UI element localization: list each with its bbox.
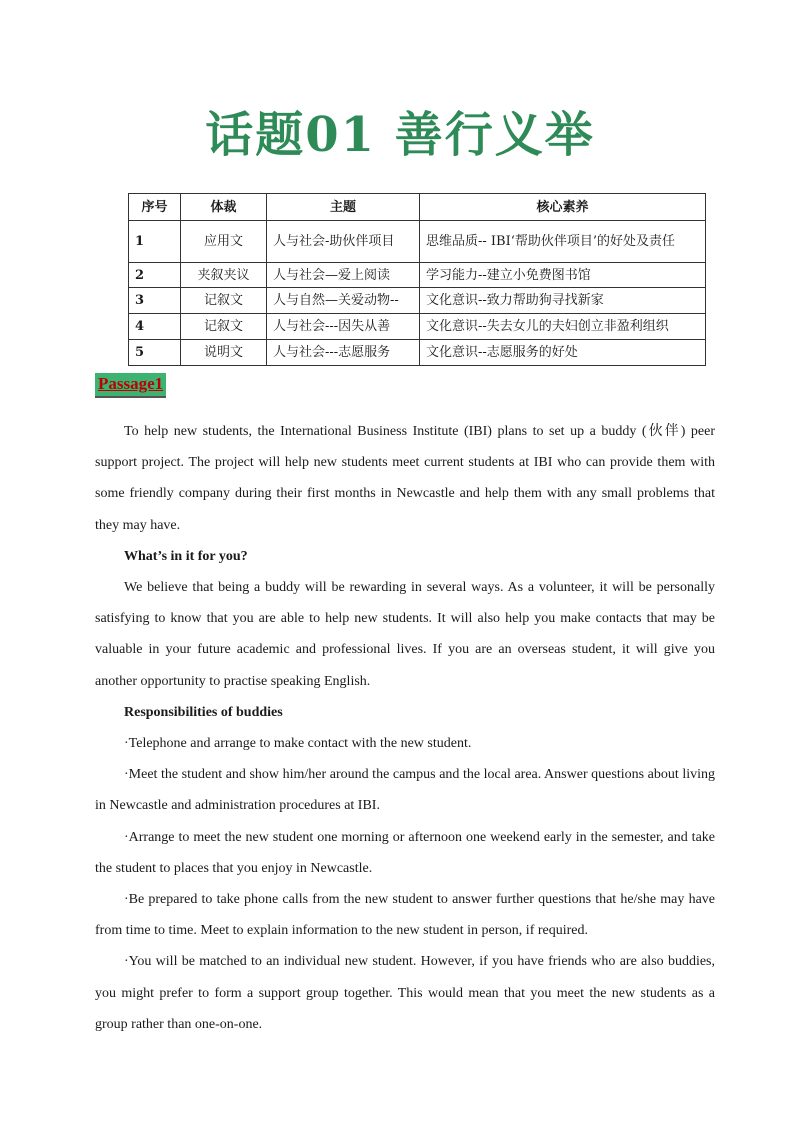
row-core-literacy: 思维品质-- IBI‘帮助伙伴项目’的好处及责任	[420, 221, 706, 263]
row-genre: 应用文	[181, 221, 267, 263]
table-row	[129, 221, 706, 263]
header-theme: 主题	[267, 194, 420, 221]
table-row	[129, 288, 706, 314]
row-core-literacy: 文化意识--致力帮助狗寻找新家	[420, 288, 706, 314]
responsibility-item: ·Telephone and arrange to make contact with the new student.	[124, 736, 472, 752]
row-theme: 人与社会---因失从善	[267, 314, 420, 340]
row-theme: 人与社会—爱上阅读	[267, 263, 420, 288]
row-core-literacy: 文化意识--失去女儿的夫妇创立非盈利组织	[420, 314, 706, 340]
responsibility-item: ·Arrange to meet the new student one morning or afternoon one weekend early in the semester, and take the student to places that you enjoy in Newcastle.	[95, 829, 715, 876]
row-core-literacy: 学习能力--建立小免费图书馆	[420, 263, 706, 288]
paragraph-intro: To help new students, the International Business Institute (IBI) plans to set up a buddy (伙伴) peer support project. The project will help new students meet current students at IBI who can provide them with some friendly company during their first months in Newcastle and help them with any small problems that they may have.	[95, 424, 715, 533]
paragraph-benefits: We believe that being a buddy will be rewarding in several ways. As a volunteer, it will be personally satisfying to know that you are able to help new students. It will also help you make contacts that may be valuable in your future academic and professional lives. If you are an overseas student, it will give you another opportunity to practise speaking English.	[95, 580, 715, 689]
row-theme: 人与社会-助伙伴项目	[267, 221, 420, 263]
row-genre: 说明文	[181, 340, 267, 366]
passage-body	[95, 416, 715, 1040]
section-heading-benefits: What’s in it for you?	[124, 548, 248, 564]
passage-label: Passage1	[95, 373, 166, 398]
row-genre: 记叙文	[181, 314, 267, 340]
responsibility-item: ·Meet the student and show him/her around the campus and the local area. Answer questions about living in Newcastle and administration procedures at IBI.	[95, 767, 715, 814]
table-header-row	[129, 194, 706, 221]
row-number: 3	[129, 288, 181, 314]
header-number: 序号	[129, 194, 181, 221]
responsibility-item: ·You will be matched to an individual new student. However, if you have friends who are also buddies, you might prefer to form a support group together. This would mean that you meet the new students as a group rather than one-on-one.	[95, 954, 715, 1032]
topic-table	[128, 193, 706, 366]
table-row	[129, 314, 706, 340]
header-genre: 体裁	[181, 194, 267, 221]
header-core-literacy: 核心素养	[420, 194, 706, 221]
table-row	[129, 340, 706, 366]
section-heading-responsibilities: Responsibilities of buddies	[124, 704, 283, 720]
row-number: 2	[129, 263, 181, 288]
responsibility-item: ·Be prepared to take phone calls from the new student to answer further questions that he/she may have from time to time. Meet to explain information to the new student in person, if required.	[95, 892, 715, 939]
table-row	[129, 263, 706, 288]
row-theme: 人与自然—关爱动物--	[267, 288, 420, 314]
row-number: 5	[129, 340, 181, 366]
row-number: 4	[129, 314, 181, 340]
row-theme: 人与社会---志愿服务	[267, 340, 420, 366]
page-title: 话题01 善行义举	[205, 107, 595, 163]
row-genre: 夹叙夹议	[181, 263, 267, 288]
row-number: 1	[129, 221, 181, 263]
row-core-literacy: 文化意识--志愿服务的好处	[420, 340, 706, 366]
row-genre: 记叙文	[181, 288, 267, 314]
